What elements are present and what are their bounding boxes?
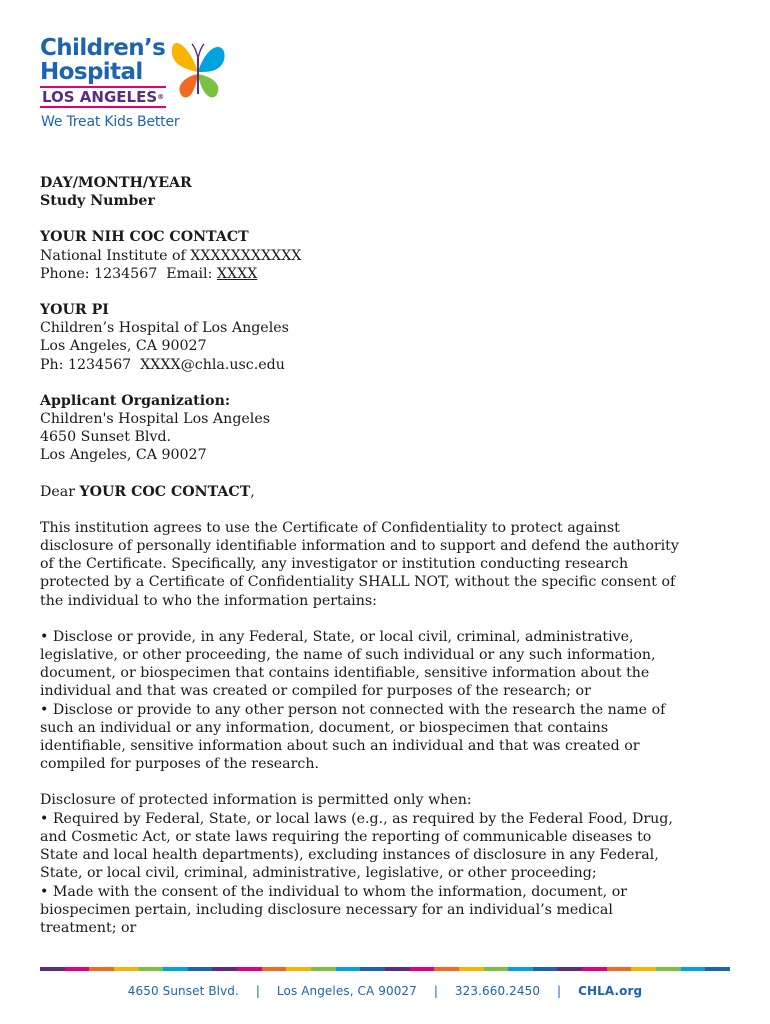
nih-contact-heading: YOUR NIH COC CONTACT: [40, 229, 249, 246]
paragraph-line: compiled for purposes of the research.: [40, 756, 319, 773]
paragraph-line: such an individual or any information, document, or biospecimen that contains: [40, 719, 609, 736]
footer-rule-segment: [631, 967, 656, 971]
footer-rule-segment: [385, 967, 410, 971]
salutation-name: YOUR COC CONTACT: [79, 483, 251, 500]
paragraph-line: legislative, or other proceeding, the name of such individual or any such information,: [40, 647, 656, 664]
footer-contact: [0, 984, 770, 998]
paragraph-line: State and local health departments), excluding instances of disclosure in any Federal,: [40, 847, 659, 864]
footer-address: 4650 Sunset Blvd.: [127, 984, 239, 998]
paragraph-line: State, or local civil, criminal, administrative, legislative, or other proceeding;: [40, 865, 597, 882]
footer-rule-segment: [434, 967, 459, 971]
footer-rule-segment: [188, 967, 213, 971]
pi-contact: Ph: 1234567 XXXX@chla.usc.edu: [40, 356, 285, 373]
applicant-street: 4650 Sunset Blvd.: [40, 429, 172, 446]
paragraph-line: Disclosure of protected information is permitted only when:: [40, 792, 472, 809]
salutation-prefix: Dear: [40, 483, 80, 500]
butterfly-icon: [168, 32, 228, 104]
paragraph-line: document, or biospecimen that contains identifiable, sensitive information about the: [40, 665, 650, 682]
paragraph-line: identifiable, sensitive information about such an individual and that was created or: [40, 738, 640, 755]
footer-website-link[interactable]: CHLA.org: [578, 984, 643, 998]
nih-phone-email: [40, 265, 740, 283]
footer-separator: |: [255, 984, 260, 998]
logo-text-childrens: Children’s: [40, 35, 166, 61]
logo-los-angeles-label: LOS ANGELES: [42, 88, 158, 106]
footer-rule-segment: [557, 967, 582, 971]
footer-rule-segment: [681, 967, 706, 971]
nih-email-link[interactable]: XXXX: [216, 265, 258, 282]
logo-tagline: We Treat Kids Better: [41, 114, 180, 130]
footer-rule-segment: [286, 967, 311, 971]
paragraph-line: • Disclose or provide, in any Federal, State, or local civil, criminal, administrative,: [40, 628, 634, 645]
nih-phone: Phone: 1234567 Email:: [40, 265, 217, 282]
paragraph-line: • Disclose or provide to any other person not connected with the research the name of: [40, 701, 666, 718]
paragraph-3: [40, 791, 740, 937]
footer-rule-segment: [459, 967, 484, 971]
paragraph-line: of the Certificate. Specifically, any investigator or institution conducting research: [40, 556, 629, 573]
footer-rule-segment: [582, 967, 607, 971]
footer-rule-segment: [262, 967, 287, 971]
logo-text-hospital: Hospital: [40, 59, 143, 85]
footer-rule-segment: [212, 967, 237, 971]
paragraph-line: the individual to who the information pertains:: [40, 592, 377, 609]
paragraph-1: [40, 519, 740, 610]
paragraph-line: • Made with the consent of the individual to whom the information, document, or: [40, 883, 628, 900]
paragraph-line: and Cosmetic Act, or state laws requiring the reporting of communicable diseases to: [40, 828, 652, 845]
chla-logo: [40, 30, 230, 132]
footer-rule-segment: [607, 967, 632, 971]
applicant-heading: Applicant Organization:: [40, 392, 231, 409]
footer-rule-segment: [65, 967, 90, 971]
footer-rule-segment: [237, 967, 262, 971]
footer-rule-segment: [360, 967, 385, 971]
pi-city: Los Angeles, CA 90027: [40, 338, 207, 355]
footer-rule-segment: [508, 967, 533, 971]
footer-rule-segment: [163, 967, 188, 971]
footer-rule-segment: [656, 967, 681, 971]
paragraph-line: This institution agrees to use the Certificate of Confidentiality to protect against: [40, 519, 620, 536]
footer-separator: |: [557, 984, 562, 998]
pi-organization: Children’s Hospital of Los Angeles: [40, 320, 289, 337]
letter-body: [40, 174, 740, 937]
study-number: Study Number: [40, 193, 155, 210]
footer-rule-segment: [139, 967, 164, 971]
paragraph-line: • Required by Federal, State, or local laws (e.g., as required by the Federal Food, Drug,: [40, 810, 673, 827]
footer-rule-segment: [705, 967, 730, 971]
footer-rule-segment: [410, 967, 435, 971]
footer-rule-segment: [40, 967, 65, 971]
applicant-city: Los Angeles, CA 90027: [40, 447, 207, 464]
pi-heading: YOUR PI: [40, 302, 109, 319]
footer-phone: 323.660.2450: [454, 984, 541, 998]
paragraph-line: individual and that was created or compiled for purposes of the research; or: [40, 683, 591, 700]
registered-mark: ®: [157, 93, 165, 101]
applicant-name: Children's Hospital Los Angeles: [40, 411, 271, 428]
footer-rule-segment: [533, 967, 558, 971]
logo-text-los-angeles: [40, 86, 166, 108]
footer-city: Los Angeles, CA 90027: [276, 984, 417, 998]
nih-institute: National Institute of XXXXXXXXXXX: [40, 247, 302, 264]
footer-rule-segment: [114, 967, 139, 971]
footer-rule-segment: [311, 967, 336, 971]
paragraph-line: protected by a Certificate of Confidentiality SHALL NOT, without the specific consent of: [40, 574, 676, 591]
date-line: DAY/MONTH/YEAR: [40, 175, 192, 191]
salutation-suffix: ,: [250, 483, 255, 500]
footer-rule-segment: [484, 967, 509, 971]
paragraph-line: biospecimen pertain, including disclosure necessary for an individual’s medical: [40, 901, 613, 918]
footer-separator: |: [433, 984, 438, 998]
salutation: [40, 483, 740, 501]
paragraph-2: [40, 628, 740, 774]
footer-rule-segment: [336, 967, 361, 971]
footer-color-rule: [40, 967, 730, 971]
paragraph-line: treatment; or: [40, 919, 137, 936]
footer-rule-segment: [89, 967, 114, 971]
paragraph-line: disclosure of personally identifiable information and to support and defend the authority: [40, 538, 679, 555]
